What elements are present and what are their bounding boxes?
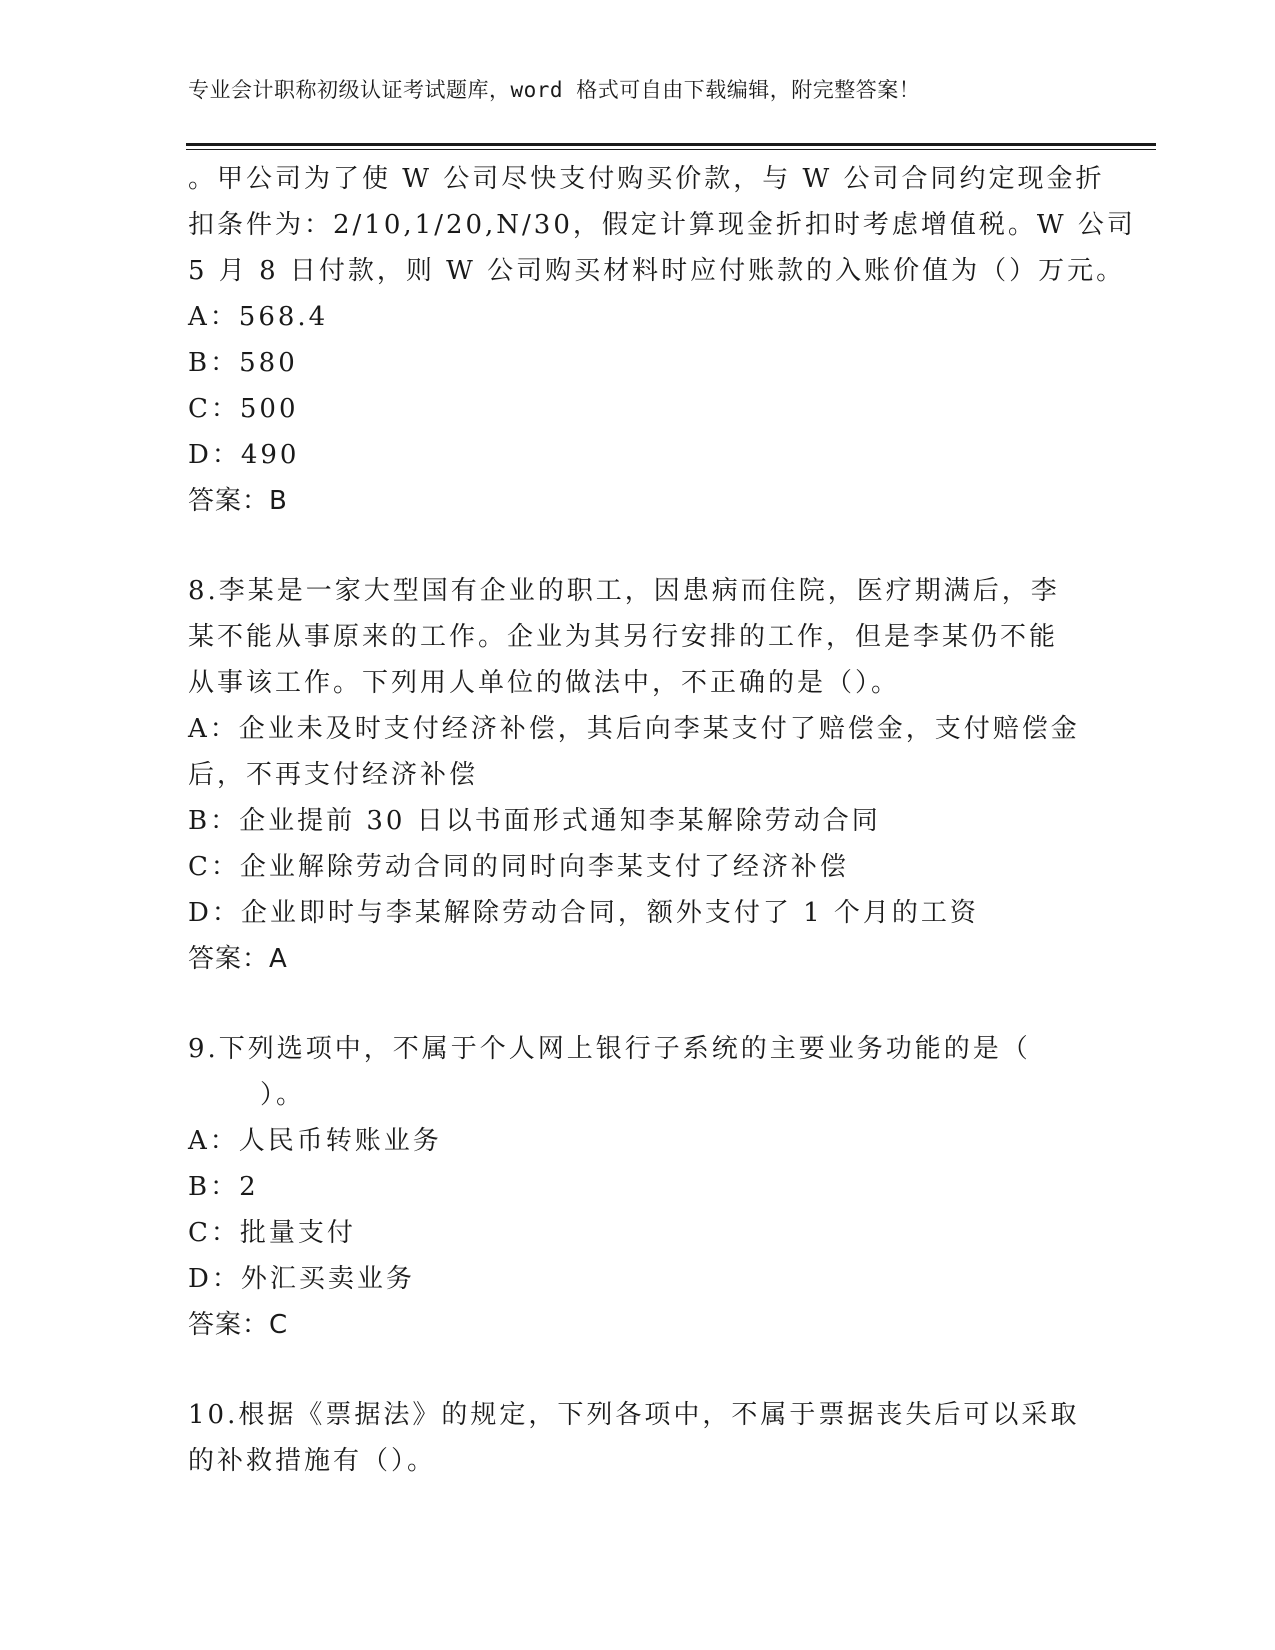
answer-line: 答案：C [188,1310,289,1340]
question-9 [188,1026,1088,1348]
question-text-line: 10.根据《票据法》的规定，下列各项中，不属于票据丧失后可以采取 [188,1400,1080,1430]
document-body [188,156,1136,1484]
header-rule-thin [186,149,1156,150]
spacer [188,1348,1088,1392]
option-d: D：外汇买卖业务 [188,1264,415,1294]
option-b: B：2 [188,1172,259,1202]
question-10 [188,1392,1088,1484]
option-d: D：490 [188,440,300,470]
option-b: B：企业提前 30 日以书面形式通知李某解除劳动合同 [188,806,881,836]
question-text-line: 5 月 8 日付款，则 W 公司购买材料时应付账款的入账价值为（）万元。 [188,256,1126,286]
option-c: C：企业解除劳动合同的同时向李某支付了经济补偿 [188,852,849,882]
question-text-line: 的补救措施有（）。 [188,1446,437,1476]
option-a: A：企业未及时支付经济补偿，其后向李某支付了赔偿金，支付赔偿金 [188,714,1080,744]
answer-line: 答案：A [188,944,288,974]
spacer [188,982,1088,1026]
question-text-line: 。甲公司为了使 W 公司尽快支付购买价款，与 W 公司合同约定现金折 [188,164,1105,194]
question-text-line: 从事该工作。下列用人单位的做法中，不正确的是（）。 [188,668,901,698]
question-text-line: 扣条件为：2/10,1/20,N/30，假定计算现金折扣时考虑增值税。W 公司 [188,210,1136,240]
option-a: A：人民币转账业务 [188,1126,442,1156]
question-text-line: 9.下列选项中，不属于个人网上银行子系统的主要业务功能的是（ [188,1034,1031,1064]
option-d: D：企业即时与李某解除劳动合同，额外支付了 1 个月的工资 [188,898,979,928]
question-8 [188,568,1088,982]
option-c: C：500 [188,394,299,424]
option-c: C：批量支付 [188,1218,356,1248]
header-rule-thick [186,143,1156,146]
option-a: A：568.4 [188,302,329,332]
question-7 [188,156,1136,524]
question-text-line: 8.李某是一家大型国有企业的职工，因患病而住院，医疗期满后，李 [188,576,1060,606]
answer-line: 答案：B [188,486,288,516]
question-text-line: ）。 [260,1080,306,1110]
question-text-line: 某不能从事原来的工作。企业为其另行安排的工作，但是李某仍不能 [188,622,1059,652]
option-a-continued: 后，不再支付经济补偿 [188,760,479,790]
page-header: 专业会计职称初级认证考试题库，word 格式可自由下载编辑，附完整答案！ [188,78,921,102]
spacer [188,524,1088,568]
option-b: B：580 [188,348,298,378]
